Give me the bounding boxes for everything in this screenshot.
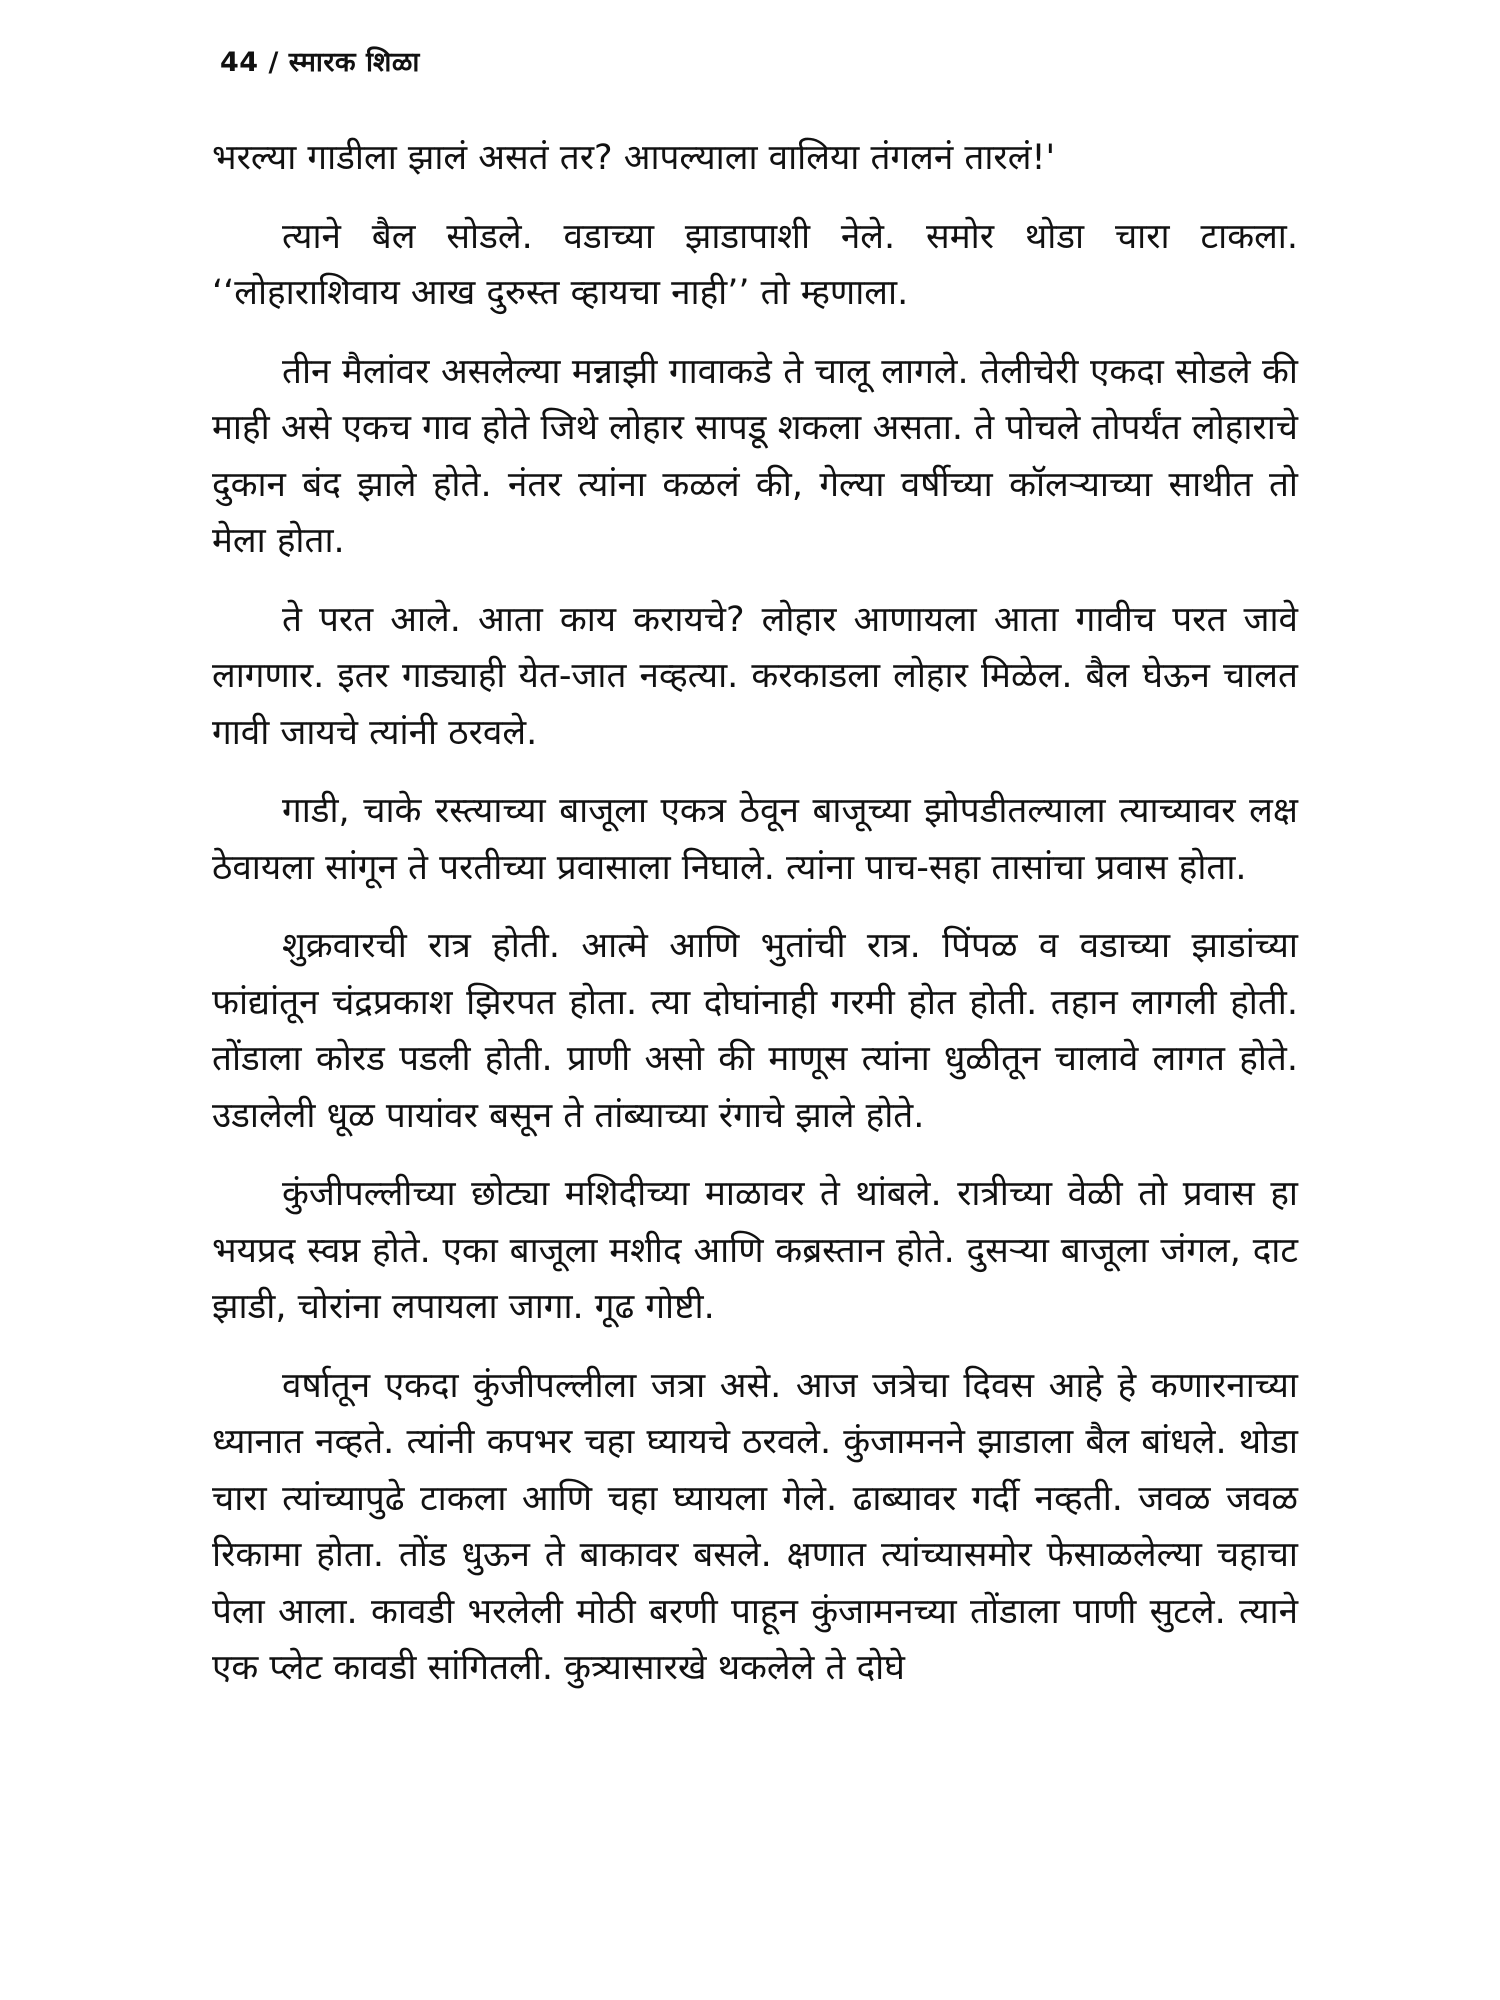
paragraph-2: त्याने बैल सोडले. वडाच्या झाडापाशी नेले. समोर थोडा चारा टाकला. ‘‘लोहाराशिवाय आख दुरुस्त व्हायचा नाही’’ तो म्हणाला. <box>212 216 1298 313</box>
paragraph-7: कुंजीपल्लीच्या छोट्या मशिदीच्या माळावर ते थांबले. रात्रीच्या वेळी तो प्रवास हा भयप्रद स्वप्न होते. एका बाजूला मशीद आणि कब्रस्तान होते. दुसऱ्या बाजूला जंगल, दाट झाडी, चोरांना लपायला जागा. गूढ गोष्टी. <box>212 1174 1298 1327</box>
paragraph-8: वर्षातून एकदा कुंजीपल्लीला जत्रा असे. आज जत्रेचा दिवस आहे हे कणारनाच्या ध्यानात नव्हते. त्यांनी कपभर चहा घ्यायचे ठरवले. कुंजामनने झाडाला बैल बांधले. थोडा चारा त्यांच्यापुढे टाकला आणि चहा घ्यायला गेले. ढाब्यावर गर्दी नव्हती. जवळ जवळ रिकामा होता. तोंड धुऊन ते बाकावर बसले. क्षणात त्यांच्यासमोर फेसाळलेल्या चहाचा पेला आला. कावडी भरलेली मोठी बरणी पाहून कुंजामनच्या तोंडाला पाणी सुटले. त्याने एक प्लेट कावडी सांगितली. कुत्र्यासारखे थकलेले ते दोघे <box>212 1365 1298 1688</box>
page-body <box>212 130 1298 1719</box>
paragraph-1: भरल्या गाडीला झालं असतं तर? आपल्याला वालिया तंगलनं तारलं!' <box>212 138 1056 178</box>
paragraph-3: तीन मैलांवर असलेल्या मन्नाझी गावाकडे ते चालू लागले. तेलीचेरी एकदा सोडले की माही असे एकच गाव होते जिथे लोहार सापडू शकला असता. ते पोचले तोपर्यंत लोहाराचे दुकान बंद झाले होते. नंतर त्यांना कळलं की, गेल्या वर्षीच्या कॉलऱ्याच्या साथीत तो मेला होता. <box>212 351 1298 561</box>
paragraph-6: शुक्रवारची रात्र होती. आत्मे आणि भुतांची रात्र. पिंपळ व वडाच्या झाडांच्या फांद्यांतून चंद्रप्रकाश झिरपत होता. त्या दोघांनाही गरमी होत होती. तहान लागली होती. तोंडाला कोरड पडली होती. प्राणी असो की माणूस त्यांना धुळीतून चालावे लागत होते. उडालेली धूळ पायांवर बसून ते तांब्याच्या रंगाचे झाले होते. <box>212 926 1298 1136</box>
paragraph-5: गाडी, चाके रस्त्याच्या बाजूला एकत्र ठेवून बाजूच्या झोपडीतल्याला त्याच्यावर लक्ष ठेवायला सांगून ते परतीच्या प्रवासाला निघाले. त्यांना पाच-सहा तासांचा प्रवास होता. <box>212 791 1298 888</box>
running-head: 44 / स्मारक शिळा <box>220 47 420 78</box>
paragraph-4: ते परत आले. आता काय करायचे? लोहार आणायला आता गावीच परत जावे लागणार. इतर गाड्याही येत-जात नव्हत्या. करकाडला लोहार मिळेल. बैल घेऊन चालत गावी जायचे त्यांनी ठरवले. <box>212 599 1298 753</box>
